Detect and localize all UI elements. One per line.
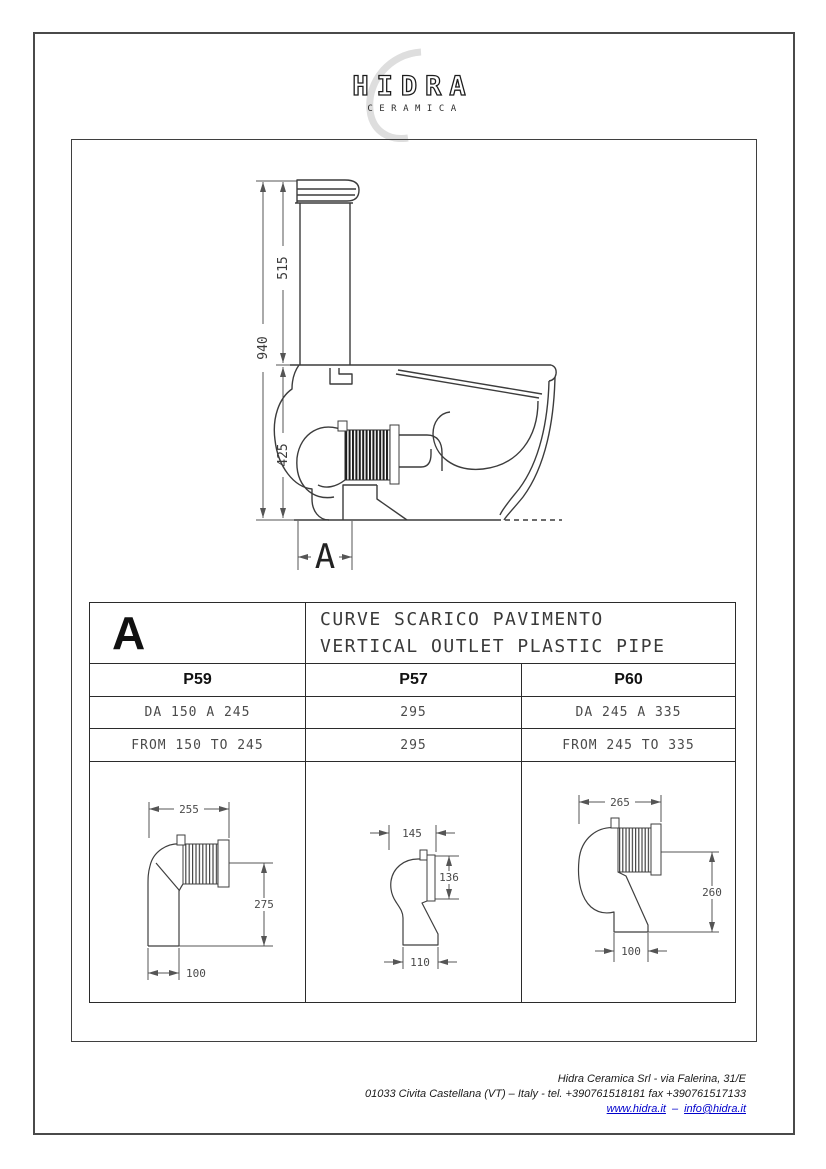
wc-section-drawing bbox=[250, 168, 570, 578]
range-en-p57: 295 bbox=[305, 728, 521, 761]
dim-width-label: 145 bbox=[402, 827, 422, 840]
p59-drawing-cell bbox=[90, 761, 305, 1002]
range-it-p57: 295 bbox=[305, 696, 521, 728]
logo-brand-text: HIDRA bbox=[352, 71, 474, 102]
p60-drawing-cell bbox=[521, 761, 735, 1002]
table-title-italian: CURVE SCARICO PAVIMENTO bbox=[320, 609, 604, 630]
dim-height-label: 136 bbox=[439, 871, 459, 884]
pipe-outline bbox=[148, 844, 183, 946]
footer-address-line: Hidra Ceramica Srl - via Falerina, 31/E bbox=[557, 1073, 746, 1085]
dim-cistern-height-label: 515 bbox=[276, 256, 291, 280]
footer-links-line bbox=[365, 1102, 746, 1117]
p57-pipe-drawing bbox=[306, 762, 521, 998]
range-it-p60: DA 245 A 335 bbox=[521, 696, 735, 728]
pipe-tab bbox=[420, 850, 427, 860]
corrugated-pipe bbox=[345, 430, 390, 480]
pipe-flange bbox=[651, 824, 661, 875]
dim-total-height-label: 940 bbox=[256, 336, 271, 360]
footer-contact-line: 01033 Civita Castellana (VT) – Italy - tel. +390761518181 fax +390761517133 bbox=[365, 1088, 746, 1100]
pipe-tab bbox=[338, 421, 347, 431]
link-separator: – bbox=[671, 1103, 679, 1115]
hidra-logo bbox=[325, 46, 501, 142]
table-title-english: VERTICAL OUTLET PLASTIC PIPE bbox=[320, 636, 666, 657]
dimension-lines bbox=[579, 795, 719, 962]
pipe-tab bbox=[177, 835, 185, 845]
table-corner-label: A bbox=[112, 607, 146, 659]
p57-drawing-cell bbox=[305, 761, 521, 1002]
corrugated-section bbox=[618, 828, 651, 872]
wc-outline bbox=[274, 180, 562, 520]
dim-bowl-height-label: 425 bbox=[276, 443, 291, 467]
dimension-lines bbox=[370, 825, 459, 969]
dim-height-label: 260 bbox=[701, 886, 722, 899]
dim-width-label: 255 bbox=[179, 803, 199, 816]
footer bbox=[365, 1072, 746, 1117]
logo-subtitle-text: CERAMICA bbox=[367, 104, 463, 114]
column-header-p59: P59 bbox=[90, 663, 305, 696]
dim-width-label: 265 bbox=[609, 796, 630, 809]
corrugated-section bbox=[183, 844, 218, 884]
dim-height-label: 275 bbox=[254, 898, 274, 911]
pipe-flange bbox=[427, 855, 435, 901]
spec-table bbox=[89, 602, 736, 1003]
dim-outlet-label: 100 bbox=[186, 967, 206, 980]
pipe-flange bbox=[390, 425, 399, 484]
table-title bbox=[305, 603, 735, 663]
pipe-tab bbox=[611, 818, 619, 828]
range-en-p59: FROM 150 TO 245 bbox=[90, 728, 305, 761]
dimension-lines bbox=[148, 802, 273, 980]
email-link[interactable]: info@hidra.it bbox=[684, 1103, 746, 1115]
range-it-p59: DA 150 A 245 bbox=[90, 696, 305, 728]
dim-outlet-label: 100 bbox=[620, 945, 641, 958]
outlet-dim-label: A bbox=[314, 537, 336, 577]
column-header-p60: P60 bbox=[521, 663, 735, 696]
website-link[interactable]: www.hidra.it bbox=[606, 1103, 666, 1115]
column-header-p57: P57 bbox=[305, 663, 521, 696]
dim-outlet-label: 110 bbox=[410, 956, 430, 969]
p59-pipe-drawing bbox=[90, 762, 305, 998]
range-en-p60: FROM 245 TO 335 bbox=[521, 728, 735, 761]
p60-pipe-drawing bbox=[523, 762, 735, 998]
pipe-flange bbox=[218, 840, 229, 887]
